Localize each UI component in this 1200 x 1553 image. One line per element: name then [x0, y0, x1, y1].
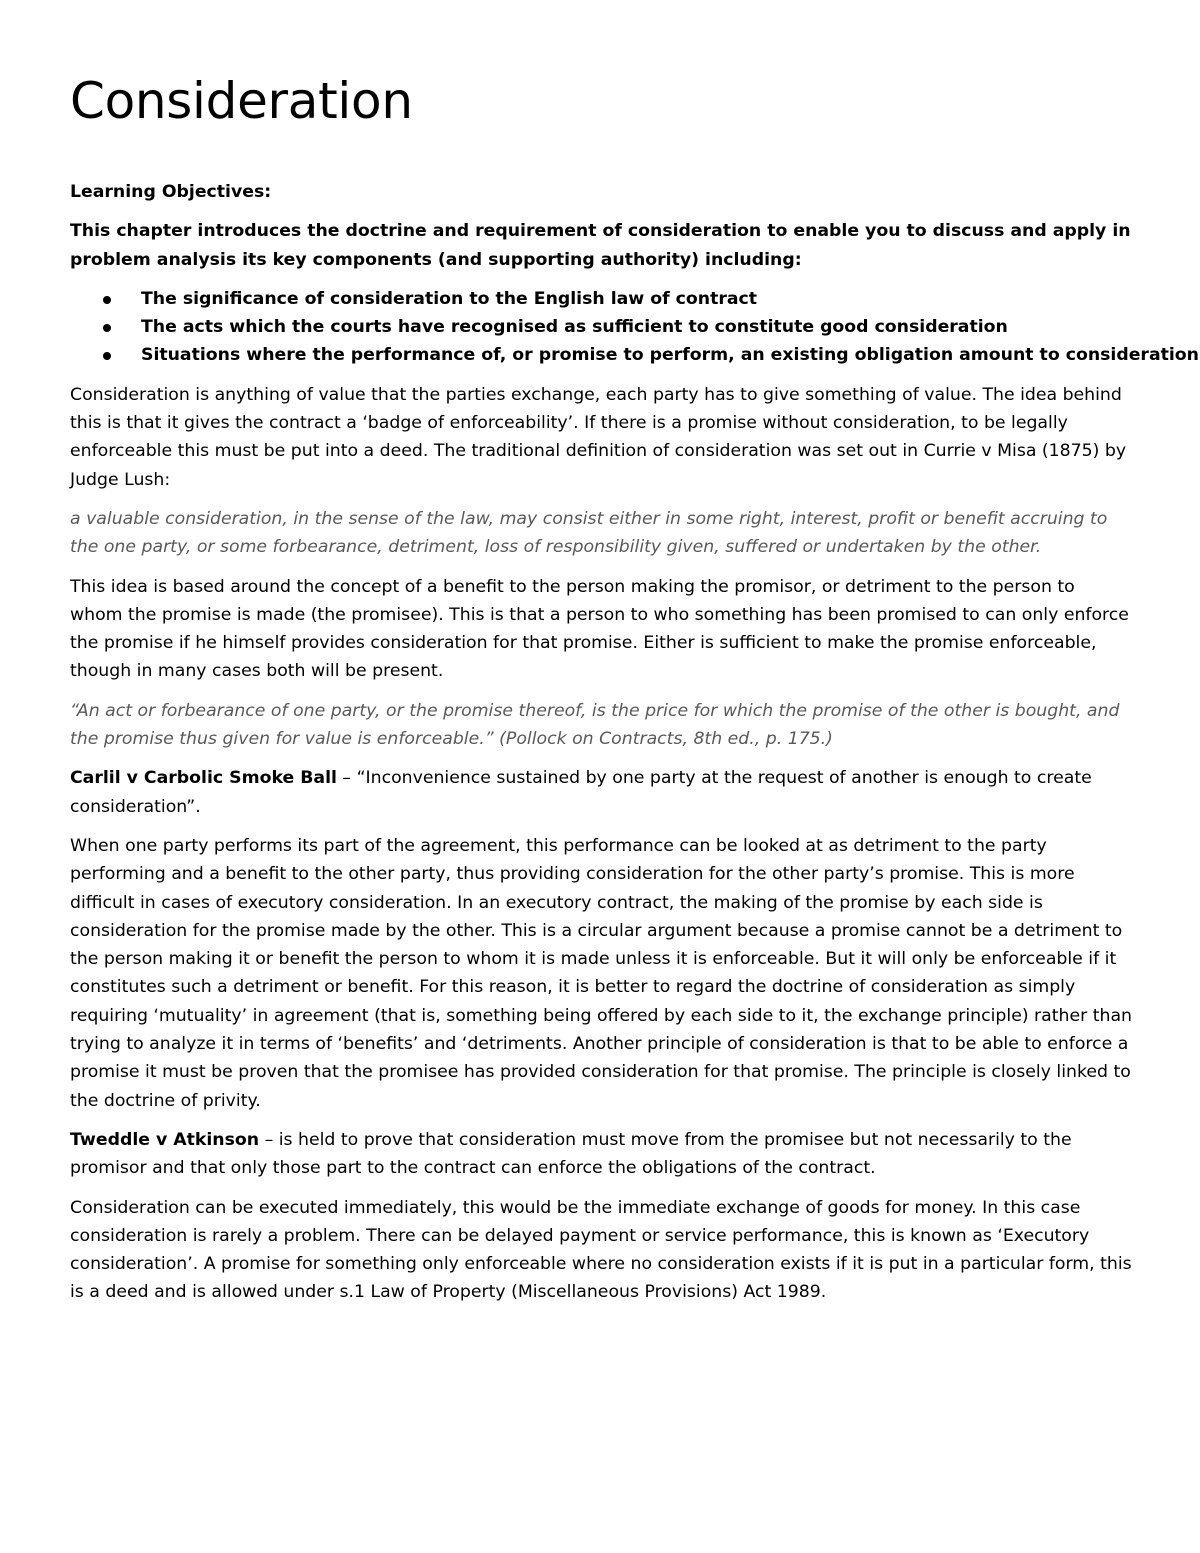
tweddle-case-paragraph: [70, 1126, 1132, 1183]
objectives-heading: Learning Objectives:: [70, 182, 272, 202]
benefit-detriment-paragraph: This idea is based around the concept of a benefit to the person making the promisor, or detriment to the person to whom the promise is made (the promisee). This is that a person to who something has been promised to can only enforce the promise if he himself provides consideration for that promise. Either is sufficient to make the promise enforceable, though in many cases both will be present.: [70, 576, 1129, 682]
objectives-list: [70, 285, 1199, 370]
page-title: Consideration: [70, 72, 413, 130]
bullet-icon: [103, 324, 111, 332]
list-item-text: The significance of consideration to the English law of contract: [141, 288, 758, 309]
bullet-icon: [103, 296, 111, 304]
executory-paragraph: When one party performs its part of the agreement, this performance can be looked at as detriment to the party performing and a benefit to the other party, thus providing consideration for the other party’s promise. This is more difficult in cases of executory consideration. In an executory contract, the making of the promise by each side is consideration for the promise made by the other. This is a circular argument because a promise cannot be a detriment to the person making it or benefit the person to whom it is made unless it is enforceable. But it will only be enforceable if it constitutes such a detriment or benefit. For this reason, it is better to regard the doctrine of consideration as simply requiring ‘mutuality’ in agreement (that is, something being offered by each side to it, the exchange principle) rather than trying to analyze it in terms of ‘benefits’ and ‘detriments. Another principle of consideration is that to be able to enforce a promise it must be proven that the promisee has provided consideration for that promise. The principle is closely linked to the doctrine of privity.: [70, 835, 1132, 1111]
list-item: [70, 313, 1132, 341]
list-item-text: Situations where the performance of, or promise to perform, an existing obligation amount to consideration: [141, 345, 1199, 366]
list-item: [70, 341, 1199, 369]
list-item-text: The acts which the courts have recognised as sufficient to constitute good consideration: [141, 317, 1008, 338]
pollock-quote: “An act or forbearance of one party, or the promise thereof, is the price for which the promise of the other is bought, and the promise thus given for value is enforceable.” (Pollock on Contracts, 8th ed., p. 175.): [70, 700, 1120, 750]
lush-quote: a valuable consideration, in the sense of the law, may consist either in some right, interest, profit or benefit accruing to the one party, or some forbearance, detriment, loss of responsibility given, suffered or undertaken by the other.: [70, 508, 1108, 558]
case-text: – is held to prove that consideration must move from the promisee but not necessarily to the promisor and that only those part to the contract can enforce the obligations of the contract.: [70, 1129, 1072, 1179]
case-text: – “Inconvenience sustained by one party at the request of another is enough to create consideration”.: [70, 768, 1092, 817]
document-body: [70, 178, 1199, 1318]
case-name: Tweddle v Atkinson: [70, 1129, 260, 1150]
carlil-case-paragraph: [70, 764, 1132, 821]
intro-paragraph: This chapter introduces the doctrine and requirement of consideration to enable you to discuss and apply in problem analysis its key components (and supporting authority) including:: [70, 221, 1131, 270]
definition-paragraph: Consideration is anything of value that the parties exchange, each party has to give something of value. The idea behind this is that it gives the contract a ‘badge of enforceability’. If there is a promise without consideration, to be legally enforceable this must be put into a deed. The traditional definition of consideration was set out in Currie v Misa (1875) by Judge Lush:: [70, 384, 1127, 490]
executed-paragraph: Consideration can be executed immediately, this would be the immediate exchange of goods for money. In this case consideration is rarely a problem. There can be delayed payment or service performance, this is known as ‘Executory consideration’. A promise for something only enforceable where no consideration exists if it is put in a particular form, this is a deed and is allowed under s.1 Law of Property (Miscellaneous Provisions) Act 1989.: [70, 1197, 1132, 1303]
case-name: Carlil v Carbolic Smoke Ball: [70, 768, 337, 789]
bullet-icon: [103, 352, 111, 360]
list-item: [70, 285, 1132, 313]
